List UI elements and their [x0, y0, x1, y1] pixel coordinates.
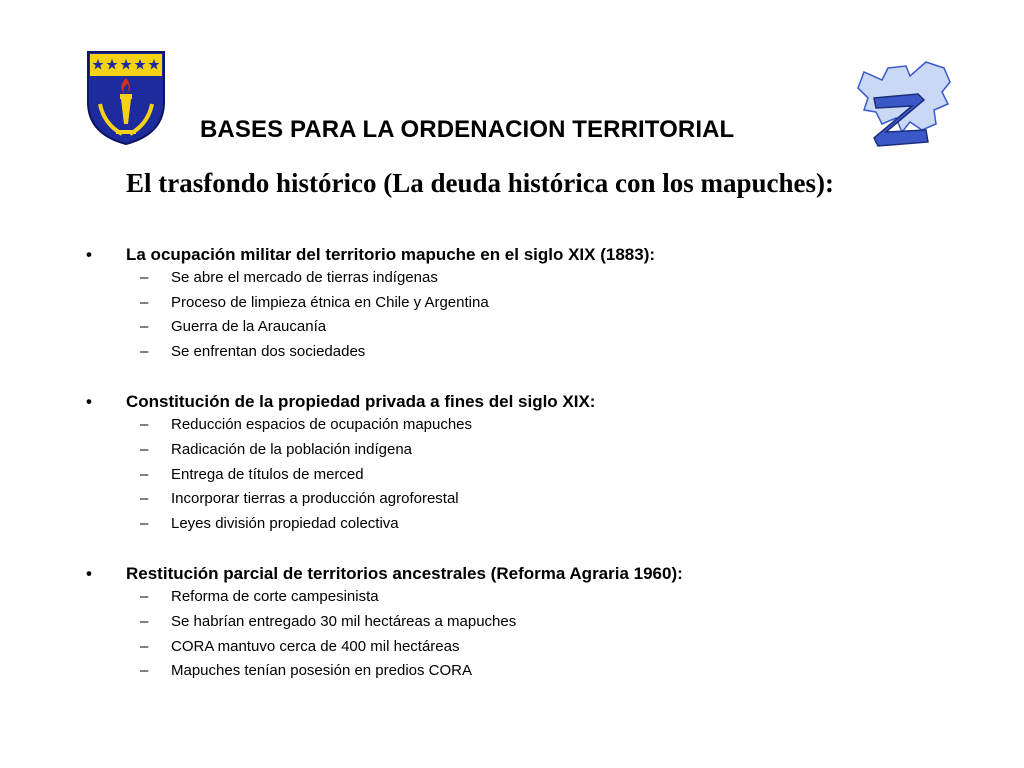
dash-icon: – [140, 342, 149, 360]
section-1 [86, 244, 946, 366]
list-item-text: Mapuches tenían posesión en predios CORA [171, 662, 473, 680]
dash-icon: – [140, 440, 149, 458]
bullet-list [86, 244, 946, 711]
list-item [86, 415, 946, 440]
heading-text: Restitución parcial de territorios ancestrales (Reforma Agraria 1960): [126, 564, 683, 584]
list-item [86, 317, 946, 342]
list-item [86, 489, 946, 514]
dash-icon: – [140, 514, 149, 532]
list-item-text: Leyes división propiedad colectiva [171, 514, 399, 532]
heading-text: La ocupación militar del territorio mapuche en el siglo XIX (1883): [126, 245, 656, 264]
list-item [86, 268, 946, 293]
list-item [86, 514, 946, 539]
map-z-emblem-icon [852, 58, 954, 154]
heading-text: Constitución de la propiedad privada a fines del siglo XIX: [126, 392, 596, 412]
list-item [86, 342, 946, 367]
list-item-text: Se enfrentan dos sociedades [171, 342, 366, 360]
list-item-text: Reducción espacios de ocupación mapuches [171, 416, 473, 434]
dash-icon: – [140, 269, 149, 286]
list-item-text: Guerra de la Araucanía [171, 318, 327, 336]
list-item [86, 465, 946, 490]
list-item [86, 612, 946, 637]
dash-icon: – [140, 318, 149, 336]
list-item [86, 293, 946, 318]
list-item-text: CORA mantuvo cerca de 400 mil hectáreas [171, 637, 460, 655]
bullet-icon: • [86, 564, 92, 584]
page-title: BASES PARA LA ORDENACION TERRITORIAL [200, 116, 735, 143]
section-heading [86, 244, 946, 268]
list-item-text: Se habrían entregado 30 mil hectáreas a mapuches [171, 612, 517, 630]
list-item-text: Se abre el mercado de tierras indígenas [171, 269, 438, 286]
dash-icon: – [140, 588, 149, 606]
page-subtitle: El trasfondo histórico (La deuda histórica con los mapuches): [126, 168, 835, 198]
list-item-text: Entrega de títulos de merced [171, 465, 364, 483]
list-item [86, 661, 946, 686]
bullet-icon: • [86, 392, 92, 412]
list-item [86, 637, 946, 662]
dash-icon: – [140, 490, 149, 508]
list-item [86, 587, 946, 612]
section-3 [86, 563, 946, 685]
dash-icon: – [140, 416, 149, 434]
list-item [86, 440, 946, 465]
dash-icon: – [140, 293, 149, 311]
list-item-text: Reforma de corte campesinista [171, 588, 379, 606]
list-item-text: Proceso de limpieza étnica en Chile y Argentina [171, 293, 489, 311]
university-shield-icon [86, 50, 166, 146]
list-item-text: Radicación de la población indígena [171, 440, 413, 458]
dash-icon: – [140, 612, 149, 630]
section-heading [86, 563, 946, 587]
section-heading [86, 391, 946, 415]
dash-icon: – [140, 662, 149, 680]
bullet-icon: • [86, 245, 92, 264]
dash-icon: – [140, 637, 149, 655]
dash-icon: – [140, 465, 149, 483]
section-2 [86, 391, 946, 538]
list-item-text: Incorporar tierras a producción agroforestal [171, 490, 459, 508]
